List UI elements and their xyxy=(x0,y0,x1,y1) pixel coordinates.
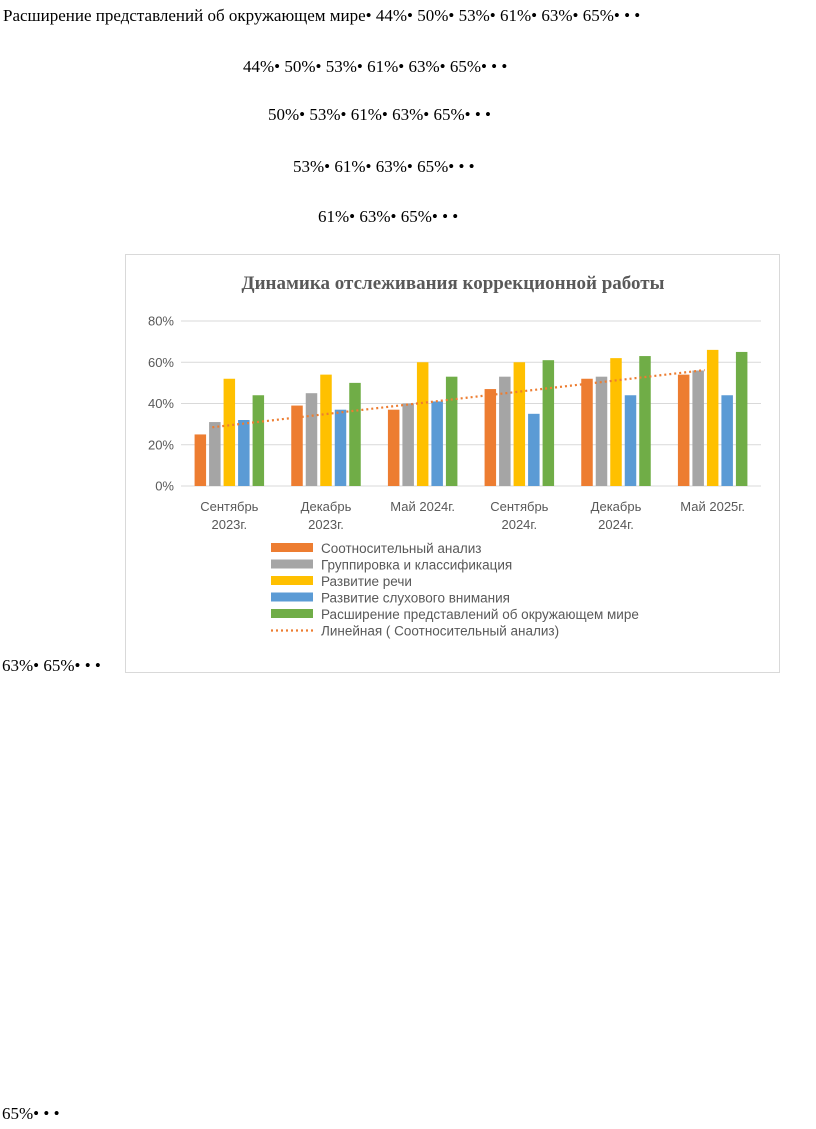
bar xyxy=(253,395,265,486)
legend-swatch xyxy=(271,576,313,585)
bar xyxy=(625,395,637,486)
bar xyxy=(388,410,400,486)
legend-swatch xyxy=(271,609,313,618)
x-tick-label: 2023г. xyxy=(308,517,344,532)
overflow-label-line-4: 53%• 61%• 63%• 65%• • • xyxy=(293,157,475,176)
y-tick-label: 40% xyxy=(147,396,174,411)
legend-label: Развитие слухового внимания xyxy=(321,590,510,606)
overflow-label-line-2: 44%• 50%• 53%• 61%• 63%• 65%• • • xyxy=(243,57,508,76)
bar xyxy=(335,410,347,486)
bar xyxy=(349,383,361,486)
bar xyxy=(238,420,250,486)
bar xyxy=(224,379,236,486)
bar xyxy=(736,352,748,486)
overflow-label-line-6: 63%• 65%• • • xyxy=(2,656,101,675)
y-tick-label: 20% xyxy=(147,437,174,453)
bar xyxy=(610,358,622,486)
x-tick-label: Декабрь xyxy=(300,499,352,514)
bar xyxy=(485,389,497,486)
bar xyxy=(320,375,332,486)
legend-label: Соотносительный анализ xyxy=(321,541,482,556)
bar xyxy=(596,377,608,486)
x-tick-label: Декабрь xyxy=(590,499,642,514)
x-tick-label: 2024г. xyxy=(598,517,634,532)
x-tick-label: Сентябрь xyxy=(200,499,259,514)
bar xyxy=(581,379,593,486)
chart-container xyxy=(125,254,780,673)
x-tick-label: Май 2024г. xyxy=(390,499,456,514)
bar xyxy=(195,434,207,486)
y-tick-label: 60% xyxy=(147,354,174,370)
bar xyxy=(543,360,555,486)
x-tick-label: Май 2025г. xyxy=(680,499,746,514)
bar xyxy=(402,404,414,487)
x-tick-label: Сентябрь xyxy=(490,499,549,514)
x-tick-label: 2024г. xyxy=(501,517,538,532)
bar xyxy=(707,350,719,486)
legend-label: Группировка и классификация xyxy=(321,557,513,573)
bar xyxy=(514,362,526,486)
legend-swatch xyxy=(271,543,313,552)
overflow-label-line-3: 50%• 53%• 61%• 63%• 65%• • • xyxy=(268,105,491,124)
y-tick-label: 0% xyxy=(155,478,174,494)
bar xyxy=(721,395,733,486)
bar xyxy=(446,377,458,486)
bar xyxy=(528,414,540,486)
bar xyxy=(639,356,651,486)
bar xyxy=(692,371,704,487)
legend-label: Расширение представлений об окружающем мире xyxy=(321,607,639,622)
legend-swatch xyxy=(271,593,313,602)
bar xyxy=(431,401,443,486)
bar xyxy=(306,393,318,486)
legend-label: Развитие речи xyxy=(321,574,412,589)
bar-chart xyxy=(126,255,779,672)
bar xyxy=(209,422,221,486)
overflow-label-line-7: 65%• • • xyxy=(2,1104,60,1123)
legend-label-trendline: Линейная ( Соотносительный анализ) xyxy=(321,623,560,639)
legend-swatch xyxy=(271,560,313,569)
y-tick-label: 80% xyxy=(147,313,174,329)
bar xyxy=(678,375,690,486)
bar xyxy=(417,362,429,486)
x-tick-label: 2023г. xyxy=(211,517,248,532)
overflow-label-line-1: Расширение представлений об окружающем мире• 44%• 50%• 53%• 61%• 63%• 65%• • • xyxy=(3,6,641,25)
overflow-label-line-5: 61%• 63%• 65%• • • xyxy=(318,207,459,226)
chart-title: Динамика отслеживания коррекционной работы xyxy=(241,273,665,294)
